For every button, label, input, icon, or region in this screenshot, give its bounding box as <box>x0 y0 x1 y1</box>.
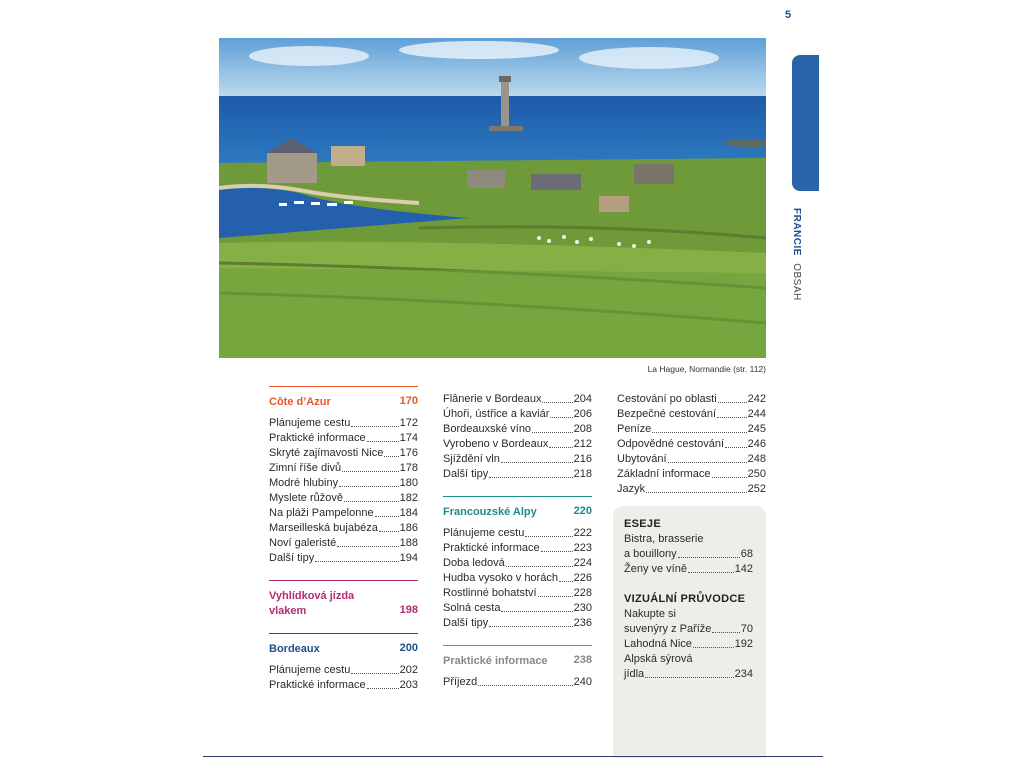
toc-entry-title: Plánujeme cestu <box>269 417 351 429</box>
toc-entry-page: 184 <box>399 507 418 519</box>
toc-column-2 <box>443 386 592 704</box>
toc-entry-page: 204 <box>573 393 592 405</box>
toc-list <box>624 607 753 682</box>
section-title: Praktické informace <box>443 655 548 667</box>
dot-leader <box>379 521 399 532</box>
toc-entry-page: 174 <box>399 432 418 444</box>
toc-entry-title: Modré hlubiny <box>269 477 339 489</box>
bottom-rule <box>203 756 823 757</box>
section-page: 220 <box>573 505 592 517</box>
essays-box <box>613 506 766 758</box>
essays-group <box>624 518 753 577</box>
toc-entry-title: Plánujeme cestu <box>443 527 525 539</box>
toc-entry-page: 228 <box>573 587 592 599</box>
dot-leader <box>367 678 399 689</box>
toc-entry-title: Doba ledová <box>443 557 505 569</box>
toc-column-1 <box>269 386 418 707</box>
hero-photo <box>219 38 766 358</box>
toc-entry-title: Hudba vysoko v horách <box>443 572 558 584</box>
section-page: 200 <box>399 642 418 654</box>
toc-entry-page: 182 <box>399 492 418 504</box>
toc-entry-page: 208 <box>573 423 592 435</box>
toc-list <box>443 392 592 482</box>
section-title: Côte d’Azur <box>269 396 331 408</box>
dot-leader <box>342 461 399 472</box>
toc-entry-page: 222 <box>573 527 592 539</box>
toc-entry[interactable] <box>624 562 753 577</box>
dot-leader <box>337 536 398 547</box>
toc-entry-title: Příjezd <box>443 676 478 688</box>
toc-entry-page: 192 <box>734 638 753 650</box>
toc-entry-page: 234 <box>734 668 753 680</box>
dot-leader <box>549 437 572 448</box>
toc-entry-title: Marseilleská bujabéza <box>269 522 378 534</box>
toc-entry-page: 194 <box>399 552 418 564</box>
dot-leader <box>478 675 572 686</box>
toc-entry-title: Vyrobeno v Bordeaux <box>443 438 549 450</box>
toc-entry-page: 218 <box>573 468 592 480</box>
toc-entry-page: 244 <box>747 408 766 420</box>
toc-entry-title: Cestování po oblasti <box>617 393 717 405</box>
section-title: Francouzské Alpy <box>443 506 537 518</box>
dot-leader <box>646 482 747 493</box>
essays-box-content <box>624 518 753 698</box>
toc-entry[interactable] <box>269 431 418 446</box>
toc-entry-page: 242 <box>747 393 766 405</box>
toc-entry[interactable] <box>443 422 592 437</box>
dot-leader <box>315 551 398 562</box>
toc-entry-page: 203 <box>399 679 418 691</box>
toc-section-cote-dazur <box>269 386 418 566</box>
toc-entry[interactable] <box>443 407 592 422</box>
toc-entry[interactable] <box>443 675 592 690</box>
toc-entry-title: Rostlinné bohatství <box>443 587 537 599</box>
dot-leader <box>501 452 573 463</box>
toc-entry[interactable] <box>617 392 766 407</box>
toc-entry[interactable] <box>624 622 753 637</box>
toc-entry-title: Plánujeme cestu <box>269 664 351 676</box>
section-heading[interactable] <box>443 496 592 520</box>
toc-entry-title: a bouillony <box>624 548 677 560</box>
toc-entry[interactable] <box>443 571 592 586</box>
dot-leader <box>541 541 573 552</box>
section-heading[interactable] <box>269 580 418 619</box>
dot-leader <box>506 556 573 567</box>
toc-entry[interactable] <box>617 437 766 452</box>
toc-entry-title: Ženy ve víně <box>624 563 687 575</box>
toc-entry-title: Úhoři, ústřice a kaviár <box>443 408 550 420</box>
toc-section-alpy <box>443 496 592 631</box>
toc-entry-page: 240 <box>573 676 592 688</box>
toc-entry[interactable] <box>269 506 418 521</box>
toc-entry-line: Nakupte si <box>624 608 676 620</box>
toc-entry[interactable] <box>443 526 592 541</box>
side-label-country: FRANCIE <box>791 208 802 256</box>
toc-entry-title: Praktické informace <box>269 432 366 444</box>
toc-entry[interactable] <box>443 437 592 452</box>
section-heading[interactable] <box>269 633 418 657</box>
section-page: 198 <box>399 604 418 616</box>
toc-entry-title: Zimní říše divů <box>269 462 342 474</box>
photo-caption: La Hague, Normandie (str. 112) <box>647 364 766 374</box>
side-label-section: OBSAH <box>791 263 802 301</box>
toc-entry[interactable] <box>269 476 418 491</box>
dot-leader <box>712 467 747 478</box>
toc-entry-title: Ubytování <box>617 453 667 465</box>
dot-leader <box>501 601 572 612</box>
dot-leader <box>559 571 573 582</box>
toc-entry-title: Flânerie v Bordeaux <box>443 393 542 405</box>
toc-entry-title: Sjíždění vln <box>443 453 500 465</box>
toc-list <box>269 663 418 693</box>
visual-guide-heading: VIZUÁLNÍ PRŮVODCE <box>624 593 746 605</box>
toc-entry-title: Skryté zajímavosti Nice <box>269 447 384 459</box>
chapter-tab <box>792 55 819 191</box>
toc-section-vyhlidkova <box>269 580 418 619</box>
toc-entry-page: 178 <box>399 462 418 474</box>
toc-entry[interactable] <box>443 467 592 482</box>
side-label <box>791 208 802 301</box>
toc-entry-page: 252 <box>747 483 766 495</box>
toc-list <box>617 392 766 497</box>
toc-section-bordeaux-continued <box>443 392 592 482</box>
toc-list <box>624 532 753 577</box>
toc-entry-page: 142 <box>734 563 753 575</box>
toc-column-3 <box>617 386 766 497</box>
dot-leader <box>542 392 572 403</box>
toc-entry-page: 224 <box>573 557 592 569</box>
toc-list <box>443 675 592 690</box>
toc-list <box>443 526 592 631</box>
dot-leader <box>668 452 747 463</box>
toc-entry-title: Solná cesta <box>443 602 501 614</box>
dot-leader <box>645 667 733 678</box>
toc-entry[interactable] <box>269 521 418 536</box>
toc-section-bordeaux <box>269 633 418 693</box>
visual-guide-group <box>624 593 753 682</box>
toc-entry-title: Praktické informace <box>269 679 366 691</box>
dot-leader <box>717 407 747 418</box>
toc-entry-page: 176 <box>399 447 418 459</box>
toc-entry-title: Noví galeristé <box>269 537 337 549</box>
dot-leader <box>678 547 740 558</box>
toc-entry-page: 212 <box>573 438 592 450</box>
section-heading[interactable] <box>269 386 418 410</box>
toc-entry[interactable] <box>269 491 418 506</box>
section-heading[interactable] <box>443 645 592 669</box>
dot-leader <box>351 416 398 427</box>
dot-leader <box>384 446 398 457</box>
toc-entry-page: 206 <box>573 408 592 420</box>
dot-leader <box>538 586 573 597</box>
essays-heading: ESEJE <box>624 518 661 530</box>
dot-leader <box>344 491 399 502</box>
toc-entry-page: 248 <box>747 453 766 465</box>
toc-entry[interactable] <box>624 547 753 562</box>
section-page: 238 <box>573 654 592 666</box>
dot-leader <box>489 467 572 478</box>
toc-entry[interactable] <box>624 637 753 652</box>
toc-entry[interactable] <box>443 541 592 556</box>
toc-entry-page: 172 <box>399 417 418 429</box>
toc-entry[interactable] <box>443 392 592 407</box>
toc-entry[interactable] <box>269 446 418 461</box>
dot-leader <box>375 506 399 517</box>
dot-leader <box>525 526 572 537</box>
toc-entry-page: 202 <box>399 664 418 676</box>
dot-leader <box>532 422 573 433</box>
toc-entry-title: Jazyk <box>617 483 646 495</box>
dot-leader <box>725 437 747 448</box>
toc-entry-title: jídla <box>624 668 645 680</box>
toc-entry-title: Bordeauxské víno <box>443 423 532 435</box>
section-title: Vyhlídková jízda vlakem <box>269 590 355 617</box>
toc-entry-page: 245 <box>747 423 766 435</box>
dot-leader <box>718 392 747 403</box>
toc-list <box>269 416 418 566</box>
toc-entry-title: Odpovědné cestování <box>617 438 725 450</box>
toc-entry[interactable] <box>624 667 753 682</box>
toc-entry[interactable] <box>617 422 766 437</box>
toc-entry[interactable] <box>269 536 418 551</box>
toc-entry[interactable] <box>617 407 766 422</box>
dot-leader <box>367 431 399 442</box>
dot-leader <box>652 422 746 433</box>
dot-leader <box>339 476 399 487</box>
toc-entry-page: 186 <box>399 522 418 534</box>
toc-section-prakticke <box>443 645 592 690</box>
toc-entry-title: Praktické informace <box>443 542 540 554</box>
toc-entry[interactable] <box>443 586 592 601</box>
toc-entry-title: Peníze <box>617 423 652 435</box>
toc-entry-title: Bezpečné cestování <box>617 408 717 420</box>
toc-entry-page: 188 <box>399 537 418 549</box>
toc-entry-page: 246 <box>747 438 766 450</box>
toc-entry[interactable] <box>269 678 418 693</box>
toc-entry[interactable] <box>269 663 418 678</box>
toc-entry[interactable] <box>269 551 418 566</box>
dot-leader <box>351 663 398 674</box>
toc-entry-line: Alpská sýrová <box>624 653 693 665</box>
toc-entry-title: Další tipy <box>269 552 315 564</box>
toc-entry-title: Na pláži Pampelonne <box>269 507 374 519</box>
toc-entry[interactable] <box>443 556 592 571</box>
toc-entry-page: 236 <box>573 617 592 629</box>
toc-entry-title: Lahodná Nice <box>624 638 692 650</box>
section-page: 170 <box>399 395 418 407</box>
toc-entry[interactable] <box>443 616 592 631</box>
dot-leader <box>693 637 734 648</box>
toc-entry[interactable] <box>269 416 418 431</box>
toc-entry-title: Další tipy <box>443 468 489 480</box>
toc-entry[interactable] <box>617 482 766 497</box>
dot-leader <box>688 562 734 573</box>
section-title: Bordeaux <box>269 643 320 655</box>
dot-leader <box>550 407 572 418</box>
toc-entry-page: 230 <box>573 602 592 614</box>
dot-leader <box>489 616 572 627</box>
toc-entry-page: 68 <box>740 548 753 560</box>
toc-entry-page: 180 <box>399 477 418 489</box>
toc-entry[interactable] <box>443 601 592 616</box>
toc-entry-title: Myslete růžově <box>269 492 343 504</box>
toc-entry-page: 216 <box>573 453 592 465</box>
toc-entry-title: Základní informace <box>617 468 711 480</box>
toc-entry-line: Bistra, brasserie <box>624 533 704 545</box>
toc-entry-page: 70 <box>740 623 753 635</box>
toc-entry-title: suvenýry z Paříže <box>624 623 712 635</box>
toc-entry[interactable] <box>617 467 766 482</box>
toc-entry-title: Další tipy <box>443 617 489 629</box>
toc-entry[interactable] <box>269 461 418 476</box>
toc-entry-page: 223 <box>573 542 592 554</box>
toc-entry[interactable] <box>443 452 592 467</box>
page-number: 5 <box>785 9 792 21</box>
dot-leader <box>712 622 739 633</box>
toc-entry-page: 250 <box>747 468 766 480</box>
toc-entry-page: 226 <box>573 572 592 584</box>
toc-entry[interactable] <box>617 452 766 467</box>
